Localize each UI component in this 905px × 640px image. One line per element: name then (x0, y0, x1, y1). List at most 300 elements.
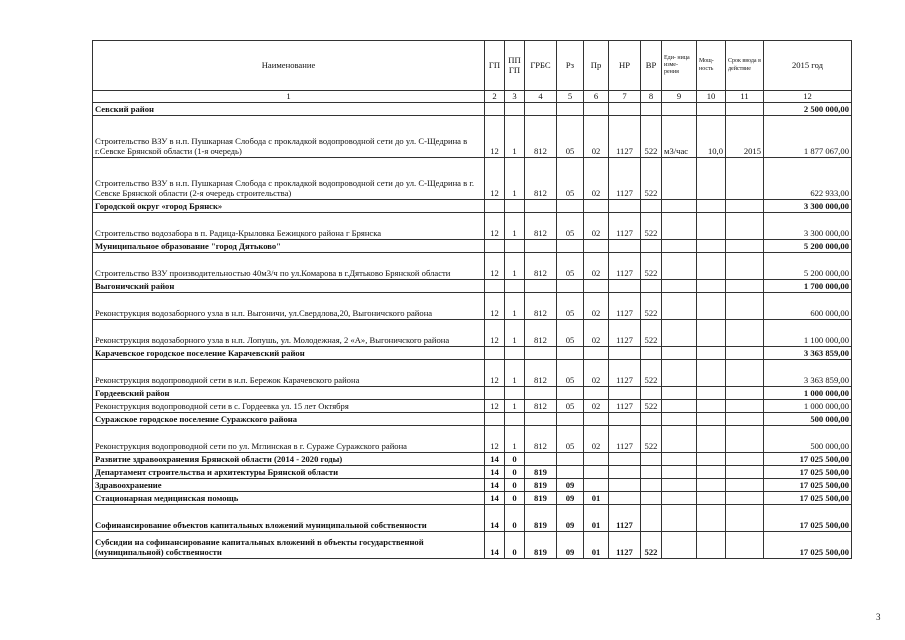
cell-grbs (525, 280, 557, 293)
page-number: 3 (876, 612, 881, 622)
cell-term (726, 158, 764, 200)
header-nr: НР (609, 41, 641, 91)
cell-unit: м3/час (662, 116, 697, 158)
cell-nr: 1127 (609, 320, 641, 347)
cell-vr (641, 200, 662, 213)
cell-ppgp: 1 (505, 293, 525, 320)
cell-grbs: 819 (525, 466, 557, 479)
cell-unit (662, 347, 697, 360)
cell-term (726, 280, 764, 293)
cell-amount: 1 000 000,00 (764, 387, 852, 400)
cell-power (697, 479, 726, 492)
col-number: 12 (764, 91, 852, 103)
header-unit: Еди- ница изме- рения (662, 41, 697, 91)
col-number: 6 (584, 91, 609, 103)
item-row (93, 293, 852, 320)
cell-grbs: 812 (525, 253, 557, 280)
cell-pr: 02 (584, 426, 609, 453)
section-row (93, 347, 852, 360)
cell-ppgp: 1 (505, 400, 525, 413)
cell-name: Стационарная медицинская помощь (93, 492, 485, 505)
cell-amount: 3 300 000,00 (764, 200, 852, 213)
cell-rz (557, 453, 584, 466)
cell-power (697, 387, 726, 400)
item-row (93, 213, 852, 240)
cell-ppgp: 0 (505, 453, 525, 466)
cell-power: 10,0 (697, 116, 726, 158)
cell-grbs (525, 240, 557, 253)
cell-power (697, 413, 726, 426)
cell-gp (485, 200, 505, 213)
cell-rz: 09 (557, 492, 584, 505)
cell-term (726, 466, 764, 479)
cell-nr: 1127 (609, 505, 641, 532)
cell-term (726, 253, 764, 280)
item-row (93, 360, 852, 387)
cell-ppgp: 1 (505, 320, 525, 347)
cell-name: Развитие здравоохранения Брянской области (2014 - 2020 годы) (93, 453, 485, 466)
cell-power (697, 103, 726, 116)
cell-gp: 14 (485, 492, 505, 505)
cell-power (697, 453, 726, 466)
col-number: 5 (557, 91, 584, 103)
cell-rz (557, 280, 584, 293)
header-power: Мощ- ность (697, 41, 726, 91)
cell-amount: 1 700 000,00 (764, 280, 852, 293)
cell-name: Строительство водозабора в п. Радица-Крыловка Бежицкого района г Брянска (93, 213, 485, 240)
cell-pr (584, 240, 609, 253)
cell-nr: 1127 (609, 116, 641, 158)
cell-pr: 02 (584, 158, 609, 200)
cell-nr: 1127 (609, 158, 641, 200)
cell-amount: 17 025 500,00 (764, 453, 852, 466)
cell-vr (641, 505, 662, 532)
cell-term (726, 426, 764, 453)
cell-power (697, 253, 726, 280)
cell-pr: 02 (584, 293, 609, 320)
cell-name: Строительство ВЗУ в н.п. Пушкарная Слобода с прокладкой водопроводной сети до ул. С-Щедрина в г.Севске Брянской области (1-я очередь) (93, 116, 485, 158)
cell-name: Реконструкция водопроводной сети в н.п. Бережок Карачевского района (93, 360, 485, 387)
cell-term (726, 479, 764, 492)
cell-amount: 500 000,00 (764, 426, 852, 453)
cell-rz: 05 (557, 400, 584, 413)
cell-power (697, 280, 726, 293)
cell-rz (557, 103, 584, 116)
cell-gp: 12 (485, 426, 505, 453)
cell-name: Субсидии на софинансирование капитальных вложений в объекты государственной (муниципальной) собственности (93, 532, 485, 559)
cell-power (697, 426, 726, 453)
cell-amount: 17 025 500,00 (764, 479, 852, 492)
cell-nr (609, 479, 641, 492)
cell-unit (662, 280, 697, 293)
cell-grbs: 812 (525, 293, 557, 320)
cell-vr: 522 (641, 158, 662, 200)
cell-unit (662, 479, 697, 492)
header-year: 2015 год (764, 41, 852, 91)
cell-unit (662, 492, 697, 505)
cell-ppgp: 0 (505, 505, 525, 532)
cell-power (697, 240, 726, 253)
cell-gp: 12 (485, 400, 505, 413)
cell-rz: 05 (557, 253, 584, 280)
cell-unit (662, 240, 697, 253)
cell-vr (641, 387, 662, 400)
cell-vr (641, 453, 662, 466)
cell-pr: 02 (584, 213, 609, 240)
cell-gp: 14 (485, 532, 505, 559)
cell-unit (662, 505, 697, 532)
cell-name: Реконструкция водопроводной сети в с. Гордеевка ул. 15 лет Октября (93, 400, 485, 413)
cell-power (697, 293, 726, 320)
cell-pr (584, 200, 609, 213)
cell-gp (485, 240, 505, 253)
cell-grbs: 819 (525, 492, 557, 505)
cell-ppgp: 1 (505, 426, 525, 453)
cell-term (726, 387, 764, 400)
cell-gp: 14 (485, 453, 505, 466)
cell-rz (557, 200, 584, 213)
cell-vr: 522 (641, 400, 662, 413)
section-row (93, 280, 852, 293)
col-number: 11 (726, 91, 764, 103)
cell-ppgp: 0 (505, 466, 525, 479)
cell-gp: 12 (485, 360, 505, 387)
cell-gp: 12 (485, 320, 505, 347)
cell-gp: 12 (485, 213, 505, 240)
cell-grbs: 812 (525, 426, 557, 453)
cell-gp: 14 (485, 479, 505, 492)
cell-name: Строительство ВЗУ производительностью 40м3/ч по ул.Комарова в г.Дятьково Брянской области (93, 253, 485, 280)
col-number: 4 (525, 91, 557, 103)
cell-rz: 09 (557, 532, 584, 559)
cell-gp (485, 413, 505, 426)
header-vr: ВР (641, 41, 662, 91)
cell-nr (609, 347, 641, 360)
cell-amount: 600 000,00 (764, 293, 852, 320)
cell-power (697, 505, 726, 532)
section-row (93, 413, 852, 426)
cell-grbs: 812 (525, 320, 557, 347)
cell-nr: 1127 (609, 532, 641, 559)
cell-pr (584, 413, 609, 426)
section-row (93, 479, 852, 492)
cell-gp (485, 103, 505, 116)
cell-nr (609, 240, 641, 253)
cell-pr (584, 280, 609, 293)
cell-unit (662, 426, 697, 453)
cell-name: Реконструкция водозаборного узла в н.п. Лопушь, ул. Молодежная, 2 «А», Выгоничского района (93, 320, 485, 347)
cell-rz (557, 387, 584, 400)
cell-gp: 12 (485, 293, 505, 320)
cell-amount: 17 025 500,00 (764, 492, 852, 505)
section-row (93, 532, 852, 559)
cell-ppgp (505, 200, 525, 213)
cell-rz (557, 347, 584, 360)
cell-amount: 2 500 000,00 (764, 103, 852, 116)
cell-name: Софинансирование объектов капитальных вложений муниципальной собственности (93, 505, 485, 532)
cell-amount: 1 000 000,00 (764, 400, 852, 413)
cell-term (726, 492, 764, 505)
cell-amount: 622 933,00 (764, 158, 852, 200)
cell-name: Строительство ВЗУ в н.п. Пушкарная Слобода с прокладкой водопроводной сети до ул. С-Щедрина в г. Севске Брянской области (2-я очередь строительства) (93, 158, 485, 200)
cell-name: Выгоничский район (93, 280, 485, 293)
cell-amount: 17 025 500,00 (764, 505, 852, 532)
cell-vr: 522 (641, 253, 662, 280)
cell-vr: 522 (641, 360, 662, 387)
cell-nr (609, 492, 641, 505)
cell-unit (662, 253, 697, 280)
cell-pr: 01 (584, 492, 609, 505)
cell-rz: 05 (557, 293, 584, 320)
cell-pr (584, 387, 609, 400)
cell-pr (584, 347, 609, 360)
cell-gp: 14 (485, 466, 505, 479)
cell-gp: 14 (485, 505, 505, 532)
cell-rz: 05 (557, 213, 584, 240)
cell-ppgp: 1 (505, 116, 525, 158)
cell-name: Муниципальное образование "город Дятьково" (93, 240, 485, 253)
cell-name: Городской округ «город Брянск» (93, 200, 485, 213)
section-row (93, 492, 852, 505)
header-rz: Рз (557, 41, 584, 91)
cell-name: Реконструкция водопроводной сети по ул. Мглинская в г. Сураже Суражского района (93, 426, 485, 453)
cell-power (697, 213, 726, 240)
cell-power (697, 320, 726, 347)
cell-nr (609, 453, 641, 466)
section-row (93, 200, 852, 213)
cell-ppgp: 1 (505, 213, 525, 240)
cell-nr (609, 280, 641, 293)
cell-ppgp: 0 (505, 492, 525, 505)
cell-vr (641, 466, 662, 479)
cell-nr: 1127 (609, 293, 641, 320)
cell-amount: 3 300 000,00 (764, 213, 852, 240)
cell-vr (641, 240, 662, 253)
cell-amount: 500 000,00 (764, 413, 852, 426)
cell-vr (641, 280, 662, 293)
cell-vr: 522 (641, 116, 662, 158)
column-number-row (93, 91, 852, 103)
header-name: Наименование (93, 41, 485, 91)
header-term: Срок ввода в действие (726, 41, 764, 91)
cell-name: Департамент строительства и архитектуры Брянской области (93, 466, 485, 479)
cell-rz: 09 (557, 479, 584, 492)
cell-rz (557, 240, 584, 253)
cell-gp: 12 (485, 253, 505, 280)
section-row (93, 240, 852, 253)
cell-term (726, 505, 764, 532)
cell-nr: 1127 (609, 400, 641, 413)
cell-grbs: 812 (525, 400, 557, 413)
cell-vr (641, 492, 662, 505)
item-row (93, 426, 852, 453)
cell-ppgp: 1 (505, 253, 525, 280)
cell-unit (662, 158, 697, 200)
cell-pr: 01 (584, 532, 609, 559)
cell-ppgp: 1 (505, 158, 525, 200)
cell-rz: 05 (557, 158, 584, 200)
cell-amount: 17 025 500,00 (764, 466, 852, 479)
col-number: 2 (485, 91, 505, 103)
cell-ppgp: 0 (505, 532, 525, 559)
cell-rz: 09 (557, 505, 584, 532)
col-number: 1 (93, 91, 485, 103)
cell-amount: 3 363 859,00 (764, 347, 852, 360)
col-number: 10 (697, 91, 726, 103)
cell-term (726, 240, 764, 253)
cell-grbs (525, 347, 557, 360)
cell-unit (662, 453, 697, 466)
budget-table (92, 40, 852, 559)
cell-power (697, 347, 726, 360)
cell-name: Гордеевский район (93, 387, 485, 400)
cell-grbs (525, 103, 557, 116)
item-row (93, 116, 852, 158)
cell-grbs: 812 (525, 158, 557, 200)
cell-grbs (525, 453, 557, 466)
cell-power (697, 158, 726, 200)
cell-unit (662, 213, 697, 240)
header-row (93, 41, 852, 91)
cell-nr: 1127 (609, 213, 641, 240)
item-row (93, 253, 852, 280)
cell-grbs: 819 (525, 532, 557, 559)
cell-name: Здравоохранение (93, 479, 485, 492)
header-pr: Пр (584, 41, 609, 91)
col-number: 9 (662, 91, 697, 103)
cell-vr (641, 413, 662, 426)
cell-grbs (525, 387, 557, 400)
cell-nr: 1127 (609, 253, 641, 280)
section-row (93, 453, 852, 466)
cell-term (726, 103, 764, 116)
cell-ppgp (505, 240, 525, 253)
cell-unit (662, 200, 697, 213)
cell-gp (485, 347, 505, 360)
cell-vr: 522 (641, 532, 662, 559)
cell-amount: 5 200 000,00 (764, 240, 852, 253)
cell-term (726, 293, 764, 320)
cell-nr (609, 103, 641, 116)
cell-power (697, 532, 726, 559)
cell-pr: 02 (584, 400, 609, 413)
section-row (93, 466, 852, 479)
header-ppgp: ПП ГП (505, 41, 525, 91)
cell-vr (641, 103, 662, 116)
cell-amount: 17 025 500,00 (764, 532, 852, 559)
cell-amount: 1 100 000,00 (764, 320, 852, 347)
cell-name: Карачевское городское поселение Карачевский район (93, 347, 485, 360)
item-row (93, 158, 852, 200)
cell-gp: 12 (485, 116, 505, 158)
cell-term (726, 400, 764, 413)
cell-grbs: 819 (525, 479, 557, 492)
cell-nr (609, 387, 641, 400)
cell-gp (485, 280, 505, 293)
cell-unit (662, 413, 697, 426)
cell-gp (485, 387, 505, 400)
cell-rz: 05 (557, 360, 584, 387)
cell-rz: 05 (557, 116, 584, 158)
cell-power (697, 492, 726, 505)
section-row (93, 103, 852, 116)
section-row (93, 387, 852, 400)
cell-ppgp (505, 413, 525, 426)
cell-unit (662, 103, 697, 116)
cell-pr: 02 (584, 253, 609, 280)
cell-grbs: 819 (525, 505, 557, 532)
cell-vr: 522 (641, 426, 662, 453)
cell-grbs: 812 (525, 213, 557, 240)
cell-rz (557, 413, 584, 426)
cell-term (726, 347, 764, 360)
cell-unit (662, 400, 697, 413)
cell-term (726, 453, 764, 466)
cell-grbs (525, 413, 557, 426)
cell-unit (662, 320, 697, 347)
cell-vr: 522 (641, 293, 662, 320)
cell-ppgp (505, 387, 525, 400)
cell-nr (609, 200, 641, 213)
cell-nr: 1127 (609, 426, 641, 453)
cell-grbs (525, 200, 557, 213)
cell-name: Суражское городское поселение Суражского района (93, 413, 485, 426)
cell-gp: 12 (485, 158, 505, 200)
cell-unit (662, 466, 697, 479)
cell-vr (641, 347, 662, 360)
cell-grbs: 812 (525, 116, 557, 158)
item-row (93, 320, 852, 347)
col-number: 7 (609, 91, 641, 103)
cell-amount: 3 363 859,00 (764, 360, 852, 387)
cell-pr: 01 (584, 505, 609, 532)
cell-term (726, 532, 764, 559)
cell-ppgp: 1 (505, 360, 525, 387)
cell-rz (557, 466, 584, 479)
cell-amount: 5 200 000,00 (764, 253, 852, 280)
cell-pr: 02 (584, 116, 609, 158)
cell-pr (584, 103, 609, 116)
cell-power (697, 360, 726, 387)
col-number: 3 (505, 91, 525, 103)
header-grbs: ГРБС (525, 41, 557, 91)
item-row (93, 400, 852, 413)
cell-pr (584, 466, 609, 479)
section-row (93, 505, 852, 532)
cell-term (726, 413, 764, 426)
cell-rz: 05 (557, 426, 584, 453)
cell-pr: 02 (584, 360, 609, 387)
cell-vr: 522 (641, 213, 662, 240)
cell-grbs: 812 (525, 360, 557, 387)
cell-term (726, 360, 764, 387)
cell-ppgp: 0 (505, 479, 525, 492)
cell-nr (609, 466, 641, 479)
col-number: 8 (641, 91, 662, 103)
cell-vr: 522 (641, 320, 662, 347)
cell-pr (584, 479, 609, 492)
cell-name: Севский район (93, 103, 485, 116)
cell-rz: 05 (557, 320, 584, 347)
header-gp: ГП (485, 41, 505, 91)
cell-term (726, 200, 764, 213)
cell-unit (662, 360, 697, 387)
cell-term: 2015 (726, 116, 764, 158)
cell-ppgp (505, 103, 525, 116)
cell-power (697, 200, 726, 213)
cell-vr (641, 479, 662, 492)
cell-term (726, 213, 764, 240)
